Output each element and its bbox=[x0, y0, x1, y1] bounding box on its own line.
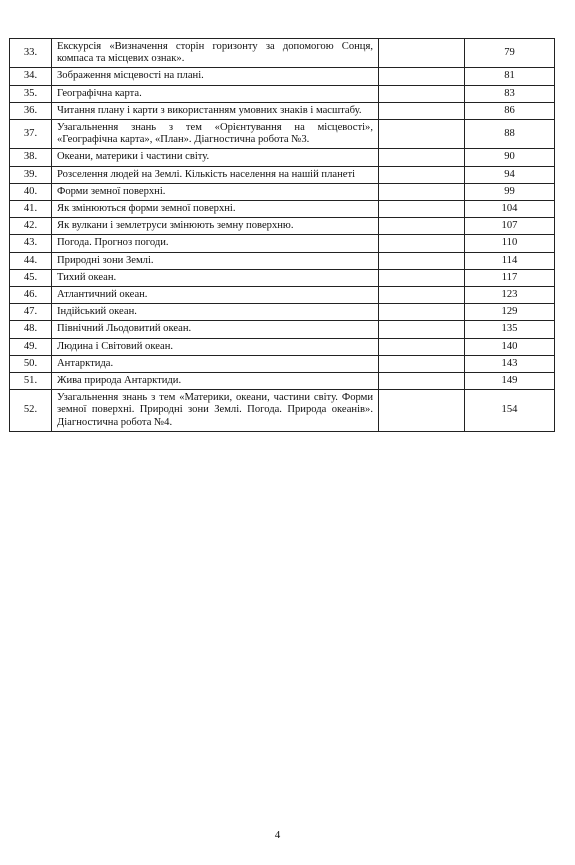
table-row bbox=[10, 287, 555, 304]
row-page: 123 bbox=[465, 287, 555, 304]
row-page: 149 bbox=[465, 373, 555, 390]
table-row bbox=[10, 321, 555, 338]
row-page: 135 bbox=[465, 321, 555, 338]
row-empty-cell bbox=[379, 201, 465, 218]
row-page: 83 bbox=[465, 85, 555, 102]
row-empty-cell bbox=[379, 218, 465, 235]
table-row bbox=[10, 201, 555, 218]
table-row bbox=[10, 166, 555, 183]
row-empty-cell bbox=[379, 269, 465, 286]
table-row bbox=[10, 39, 555, 68]
row-number: 43. bbox=[10, 235, 52, 252]
table-row bbox=[10, 269, 555, 286]
row-topic: Зображення місцевості на плані. bbox=[52, 68, 379, 85]
row-page: 94 bbox=[465, 166, 555, 183]
row-empty-cell bbox=[379, 373, 465, 390]
row-number: 42. bbox=[10, 218, 52, 235]
row-topic: Атлантичний океан. bbox=[52, 287, 379, 304]
row-page: 154 bbox=[465, 390, 555, 432]
row-page: 79 bbox=[465, 39, 555, 68]
contents-table bbox=[9, 38, 555, 432]
row-number: 49. bbox=[10, 338, 52, 355]
row-topic: Екскурсія «Визначення сторін горизонту за допомогою Сонця, компаса та місцевих ознак». bbox=[52, 39, 379, 68]
row-topic: Північний Льодовитий океан. bbox=[52, 321, 379, 338]
row-empty-cell bbox=[379, 355, 465, 372]
row-topic: Індійський океан. bbox=[52, 304, 379, 321]
row-empty-cell bbox=[379, 321, 465, 338]
row-empty-cell bbox=[379, 102, 465, 119]
table-row bbox=[10, 85, 555, 102]
row-topic: Людина і Світовий океан. bbox=[52, 338, 379, 355]
row-topic: Як змінюються форми земної поверхні. bbox=[52, 201, 379, 218]
row-number: 35. bbox=[10, 85, 52, 102]
table-row bbox=[10, 390, 555, 432]
row-page: 114 bbox=[465, 252, 555, 269]
row-number: 50. bbox=[10, 355, 52, 372]
row-topic: Географічна карта. bbox=[52, 85, 379, 102]
row-number: 46. bbox=[10, 287, 52, 304]
row-empty-cell bbox=[379, 85, 465, 102]
table-row bbox=[10, 338, 555, 355]
table-row bbox=[10, 149, 555, 166]
row-empty-cell bbox=[379, 149, 465, 166]
row-number: 52. bbox=[10, 390, 52, 432]
row-topic: Форми земної поверхні. bbox=[52, 183, 379, 200]
row-topic: Розселення людей на Землі. Кількість населення на нашій планеті bbox=[52, 166, 379, 183]
row-number: 44. bbox=[10, 252, 52, 269]
row-number: 38. bbox=[10, 149, 52, 166]
row-topic: Природні зони Землі. bbox=[52, 252, 379, 269]
row-empty-cell bbox=[379, 252, 465, 269]
table-row bbox=[10, 304, 555, 321]
row-number: 51. bbox=[10, 373, 52, 390]
table-row bbox=[10, 235, 555, 252]
row-page: 99 bbox=[465, 183, 555, 200]
row-number: 48. bbox=[10, 321, 52, 338]
row-topic: Узагальнення знань з тем «Орієнтування на місцевості», «Географічна карта», «План». Діагностична робота №3. bbox=[52, 120, 379, 149]
row-number: 33. bbox=[10, 39, 52, 68]
table-row bbox=[10, 252, 555, 269]
row-topic: Погода. Прогноз погоди. bbox=[52, 235, 379, 252]
row-topic: Океани, материки і частини світу. bbox=[52, 149, 379, 166]
row-number: 39. bbox=[10, 166, 52, 183]
row-page: 88 bbox=[465, 120, 555, 149]
row-page: 90 bbox=[465, 149, 555, 166]
row-topic: Жива природа Антарктиди. bbox=[52, 373, 379, 390]
row-empty-cell bbox=[379, 235, 465, 252]
row-number: 37. bbox=[10, 120, 52, 149]
row-empty-cell bbox=[379, 39, 465, 68]
row-page: 140 bbox=[465, 338, 555, 355]
row-page: 110 bbox=[465, 235, 555, 252]
table-row bbox=[10, 120, 555, 149]
row-empty-cell bbox=[379, 166, 465, 183]
table-row bbox=[10, 355, 555, 372]
contents-table-body bbox=[10, 39, 555, 432]
row-topic: Як вулкани і землетруси змінюють земну поверхню. bbox=[52, 218, 379, 235]
row-page: 117 bbox=[465, 269, 555, 286]
row-number: 34. bbox=[10, 68, 52, 85]
row-page: 86 bbox=[465, 102, 555, 119]
row-page: 129 bbox=[465, 304, 555, 321]
row-empty-cell bbox=[379, 68, 465, 85]
row-empty-cell bbox=[379, 338, 465, 355]
row-empty-cell bbox=[379, 390, 465, 432]
table-row bbox=[10, 68, 555, 85]
row-topic: Тихий океан. bbox=[52, 269, 379, 286]
row-number: 40. bbox=[10, 183, 52, 200]
row-topic: Узагальнення знань з тем «Материки, океани, частини світу. Форми земної поверхні. Природні зони Землі. Погода. Природа океанів». Діагностична робота №4. bbox=[52, 390, 379, 432]
row-empty-cell bbox=[379, 120, 465, 149]
page-number: 4 bbox=[274, 829, 281, 841]
row-number: 45. bbox=[10, 269, 52, 286]
row-number: 47. bbox=[10, 304, 52, 321]
row-empty-cell bbox=[379, 304, 465, 321]
row-topic: Читання плану і карти з використанням умовних знаків і масштабу. bbox=[52, 102, 379, 119]
row-empty-cell bbox=[379, 183, 465, 200]
table-row bbox=[10, 373, 555, 390]
table-row bbox=[10, 102, 555, 119]
row-topic: Антарктида. bbox=[52, 355, 379, 372]
table-row bbox=[10, 183, 555, 200]
row-page: 104 bbox=[465, 201, 555, 218]
row-page: 143 bbox=[465, 355, 555, 372]
table-row bbox=[10, 218, 555, 235]
row-number: 41. bbox=[10, 201, 52, 218]
row-number: 36. bbox=[10, 102, 52, 119]
row-empty-cell bbox=[379, 287, 465, 304]
row-page: 81 bbox=[465, 68, 555, 85]
row-page: 107 bbox=[465, 218, 555, 235]
